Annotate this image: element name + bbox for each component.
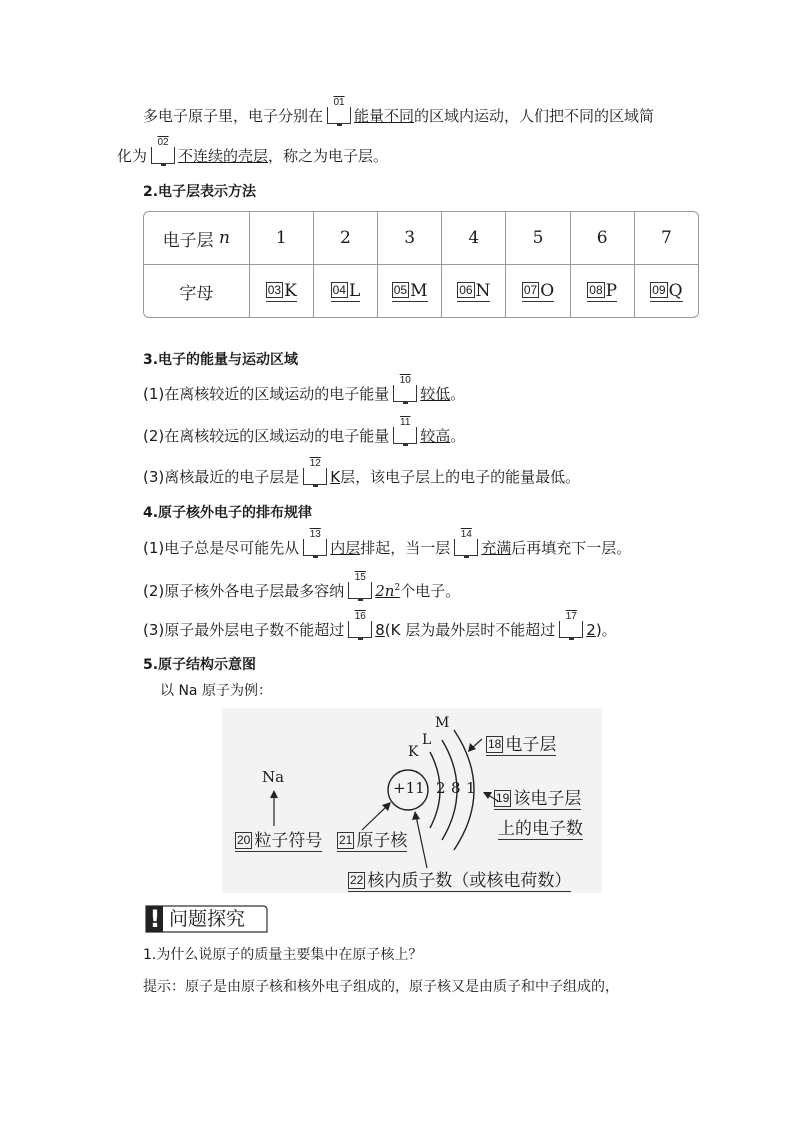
banner-title: 问题探究 — [169, 908, 246, 930]
arrow-proton — [416, 816, 427, 868]
electron-count-m: 1 — [466, 779, 476, 797]
shell-label-l: L — [422, 732, 432, 748]
blank-number: 10 — [399, 375, 411, 386]
shell-label-m: M — [435, 715, 450, 731]
hint-text: 提示：原子是由原子核和核外电子组成的，原子核又是由质子和中子组成的， — [143, 979, 619, 995]
intro-line-1 — [143, 97, 655, 126]
answer-blank — [303, 458, 327, 485]
answer-blank — [348, 611, 372, 638]
letter: M — [410, 280, 428, 301]
blank-number: 12 — [309, 458, 321, 469]
answer-blank — [348, 572, 372, 599]
blank-number: 19 — [496, 791, 510, 805]
letter: O — [540, 280, 555, 301]
item-text: )。 — [595, 621, 617, 639]
exclamation-icon: ! — [149, 905, 161, 933]
table-header-cell — [144, 212, 249, 264]
blank-number: 20 — [237, 833, 251, 847]
intro-line-2 — [117, 137, 389, 166]
table-row — [144, 212, 698, 264]
blank-number: 09 — [652, 282, 666, 297]
answer-blank — [559, 611, 583, 638]
formula-2n: 2n — [375, 582, 395, 600]
table-header-cell: 字母 — [179, 283, 214, 304]
s5-example: 以 Na 原子为例： — [160, 683, 272, 699]
item-text: 排起，当一层 — [360, 539, 451, 557]
intro-text: 多电子原子里，电子分别在 — [143, 107, 324, 125]
item-text: 个电子。 — [400, 582, 461, 600]
answer-text: 较低 — [420, 385, 451, 403]
blank-number: 18 — [488, 737, 502, 751]
question-1: 1.为什么说原子的质量主要集中在原子核上？ — [143, 947, 423, 963]
table-cell: 7 — [634, 212, 698, 264]
variable-n: n — [219, 228, 230, 248]
atomic-structure-diagram — [222, 708, 602, 893]
table-cell — [313, 265, 377, 317]
blank-number: 13 — [309, 529, 321, 540]
blank-number: 08 — [589, 282, 603, 297]
section-3-heading: 3.电子的能量与运动区域 — [143, 352, 299, 368]
answer-blank — [454, 529, 478, 556]
intro-text: ，称之为电子层。 — [268, 147, 389, 165]
blank-number: 07 — [523, 282, 538, 297]
blank-number: 03 — [267, 282, 282, 297]
blank-number: 21 — [339, 833, 353, 847]
table-cell: 6 — [570, 212, 634, 264]
answer-blank — [393, 417, 417, 444]
s4-item-3 — [143, 611, 617, 640]
section-2-heading: 2.电子层表示方法 — [143, 184, 257, 200]
blank-number: 16 — [354, 611, 366, 622]
answer-blank — [327, 97, 351, 124]
s4-item-2 — [143, 572, 461, 601]
label-text: 原子核 — [356, 831, 408, 851]
blank-number: 05 — [393, 282, 408, 297]
table-row — [144, 264, 698, 317]
label-particle-symbol — [235, 826, 322, 852]
item-text: (2)在离核较远的区域运动的电子能量 — [143, 427, 390, 445]
item-text: (1)电子总是尽可能先从 — [143, 539, 300, 557]
answer-text: 充满 — [481, 539, 512, 557]
shell-label-k: K — [408, 744, 419, 760]
blank-number: 02 — [157, 137, 169, 148]
label-text: 电子层 — [505, 735, 557, 755]
answer-blank — [393, 375, 417, 402]
table-cell — [441, 265, 505, 317]
item-text: (1)在离核较近的区域运动的电子能量 — [143, 385, 390, 403]
header-text: 电子层 — [162, 230, 214, 251]
electron-count-l: 8 — [451, 779, 461, 797]
table-cell — [505, 265, 569, 317]
letter: N — [475, 280, 491, 301]
table-cell: 5 — [505, 212, 569, 264]
letter: P — [605, 280, 618, 301]
item-text: (K 层为最外层时不能超过 — [384, 621, 556, 639]
answer-text — [375, 582, 400, 600]
intro-text: 的区域内运动，人们把不同的区域简 — [414, 107, 655, 125]
arrow-head — [270, 790, 278, 798]
table-cell: 2 — [313, 212, 377, 264]
answer-text: 8 — [375, 621, 385, 639]
section-4-heading: 4.原子核外电子的排布规律 — [143, 505, 313, 521]
answer-blank — [151, 137, 175, 164]
s3-item-2 — [143, 417, 466, 446]
item-text: 后再填充下一层。 — [511, 539, 632, 557]
answer-blank — [303, 529, 327, 556]
s3-item-1 — [143, 375, 466, 404]
letter: K — [284, 280, 297, 301]
blank-number: 17 — [565, 611, 577, 622]
item-text: 。 — [450, 385, 466, 403]
nucleus-charge: +11 — [393, 779, 425, 797]
answer-text: K — [330, 468, 341, 486]
label-electron-count-2: 上的电子数 — [498, 814, 583, 840]
table-cell — [634, 265, 698, 317]
answer-text: 不连续的壳层 — [178, 147, 269, 165]
answer-text: 较高 — [420, 427, 451, 445]
letter: Q — [668, 280, 683, 301]
electron-shell-table — [143, 211, 699, 318]
label-proton-number — [348, 866, 571, 892]
label-text: 粒子符号 — [254, 831, 323, 851]
particle-symbol: Na — [262, 768, 285, 786]
label-nucleus — [337, 826, 407, 852]
formula-exponent: 2 — [394, 583, 401, 593]
item-text: 层，该电子层上的电子的能量最低。 — [340, 468, 581, 486]
table-cell — [377, 265, 441, 317]
blank-number: 11 — [400, 417, 411, 428]
table-cell — [249, 265, 313, 317]
label-text: 核内质子数（或核电荷数） — [367, 871, 572, 891]
blank-number: 06 — [459, 282, 473, 297]
intro-text: 化为 — [117, 147, 148, 165]
blank-number: 01 — [333, 97, 345, 108]
letter: L — [348, 280, 361, 301]
table-cell — [570, 265, 634, 317]
label-electron-count — [494, 784, 581, 810]
section-5-heading: 5.原子结构示意图 — [143, 657, 257, 673]
electron-count-k: 2 — [436, 779, 446, 797]
blank-number: 22 — [350, 873, 364, 887]
table-cell: 1 — [249, 212, 313, 264]
item-text: 。 — [450, 427, 466, 445]
label-electron-shell — [486, 730, 556, 756]
item-text: (3)离核最近的电子层是 — [143, 468, 300, 486]
table-cell: 4 — [441, 212, 505, 264]
item-text: (2)原子核外各电子层最多容纳 — [143, 582, 345, 600]
explore-banner — [143, 903, 269, 935]
label-text: 该电子层 — [513, 789, 582, 809]
blank-number: 15 — [354, 572, 366, 583]
s4-item-1 — [143, 529, 632, 558]
arrow-head — [412, 811, 420, 820]
blank-number: 04 — [332, 282, 346, 297]
arrow-head — [468, 743, 476, 752]
arrow-head — [483, 792, 492, 799]
s3-item-3 — [143, 458, 581, 487]
answer-text: 能量不同 — [354, 107, 415, 125]
table-cell: 3 — [377, 212, 441, 264]
blank-number: 14 — [460, 529, 472, 540]
answer-text: 内层 — [330, 539, 361, 557]
item-text: (3)原子最外层电子数不能超过 — [143, 621, 345, 639]
answer-text: 2 — [586, 621, 596, 639]
